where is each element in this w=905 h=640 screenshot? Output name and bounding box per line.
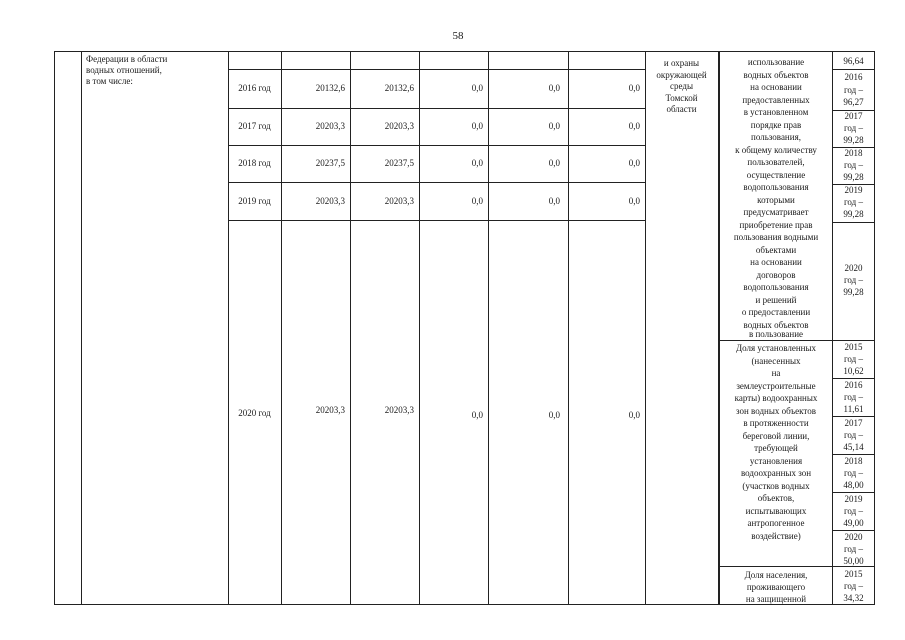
category-line: в том числе: [86,76,133,86]
indicator-line: на [771,368,781,378]
indicator-line: испытывающих [745,505,807,516]
indicator-value: 34,32 [843,593,864,603]
indicator-line: воздействие) [751,530,801,541]
executor-line: и охраны [663,58,700,68]
indicator-value: 48,00 [843,480,864,490]
indicator-line: и решений [755,294,797,305]
indicator-line: пользования, [751,132,801,142]
year-cell: 2020 год [238,408,271,418]
indicator-value: 2016 [844,72,863,82]
year-cell: 2019 год [238,196,271,206]
indicator-line: осуществление [746,169,806,180]
page-number: 58 [452,30,464,42]
indicator-line: береговой линии, [742,430,810,441]
indicator-line: на основании [750,257,802,267]
indicator-line: (участков водных [742,480,810,491]
indicator-line: на защищенной [745,594,807,604]
indicator-value: год – [843,506,864,516]
indicator-line: (нанесенных [751,355,801,366]
indicator-value: 2018 [844,456,863,466]
category-line: Федерации в области [86,54,168,64]
indicator-line: объектами [755,244,797,255]
indicator-line: водопользования [743,282,809,292]
indicator-line: в установленном [743,107,809,117]
value-cell: 0,0 [548,196,560,206]
value-cell: 0,0 [548,410,560,420]
total-cell: 20237,5 [315,158,345,168]
indicator-value: год – [843,354,864,364]
indicator-value: 2016 [844,380,863,390]
federal-cell: 20132,6 [384,83,414,93]
indicator-value: 45,14 [843,442,864,452]
indicator-value: 99,28 [843,209,864,219]
value-cell: 0,0 [548,121,560,131]
value-cell: 0,0 [471,158,483,168]
indicator-line: пользования водными [733,232,819,242]
value-cell: 0,0 [628,83,640,93]
indicator-value: 2015 [844,342,863,352]
indicator-line: приобретение прав [739,219,813,230]
indicator-value: год – [843,84,864,95]
indicator-line: антропогенное [747,518,805,528]
indicator-value: 2020 [844,263,863,273]
indicator-value: год – [843,581,864,591]
indicator-value: 2018 [844,147,863,158]
indicator-value: 96,64 [843,56,864,66]
indicator-line: водных объектов [743,319,809,330]
value-cell: 0,0 [628,410,640,420]
indicator-line: предусматривает [743,207,809,217]
value-cell: 0,0 [628,158,640,168]
indicator-value: год – [843,122,864,133]
indicator-line: водоохранных зон [740,468,812,478]
indicator-value: 2019 [844,185,863,195]
value-cell: 0,0 [471,410,483,420]
indicator-value: год – [843,197,864,207]
total-cell: 20203,3 [315,196,345,206]
indicator-line: объектов, [757,493,795,503]
indicator-line: карты) водоохранных [734,393,818,403]
indicator-line: на основании [750,82,802,92]
indicator-value: 2017 [844,110,863,121]
executor-line: окружающей [656,69,707,80]
indicator-line: водных объектов [743,69,809,80]
indicator-line: Доля населения, [744,570,808,580]
executor-line: Томской [665,92,698,103]
indicator-value: 99,28 [843,134,864,145]
value-cell: 0,0 [548,158,560,168]
indicator-line: установления [749,455,803,466]
value-cell: 0,0 [628,121,640,131]
indicator-line: водопользования [743,182,809,192]
indicator-value: 49,00 [843,518,864,528]
year-cell: 2016 год [238,83,271,93]
indicator-line: использование [747,57,805,67]
value-cell: 0,0 [628,196,640,206]
indicator-value: 2019 [844,494,863,504]
federal-cell: 20237,5 [384,158,414,168]
indicator-value: 96,27 [843,97,864,107]
executor-line: среды [670,81,693,91]
indicator-line: которыми [757,194,795,205]
indicator-line: Доля установленных [735,343,817,353]
indicator-line: проживающего [746,582,806,592]
indicator-line: в протяженности [743,418,809,428]
total-cell: 20203,3 [315,121,345,131]
indicator-line: в пользование [748,329,804,339]
indicator-line: пользователей, [747,157,805,167]
category-line: водных отношений, [86,65,162,75]
indicator-value: 10,62 [843,366,864,376]
indicator-line: требующей [754,443,798,453]
indicator-value: 99,28 [843,171,864,182]
indicator-line: о предоставлении [741,307,811,317]
federal-cell: 20203,3 [384,121,414,131]
indicator-value: 50,00 [843,556,864,566]
indicator-value: год – [843,430,864,440]
indicator-value: год – [843,275,864,285]
indicator-line: договоров [756,269,796,280]
year-cell: 2017 год [238,121,271,131]
total-cell: 20132,6 [315,83,345,93]
indicator-line: к общему количеству [735,144,817,155]
indicator-line: землеустроительные [736,380,816,391]
federal-cell: 20203,3 [384,196,414,206]
value-cell: 0,0 [471,196,483,206]
indicator-value: 11,61 [843,404,864,414]
indicator-value: 2020 [844,532,863,542]
indicator-value: 2015 [844,569,863,579]
indicator-value: 99,28 [843,287,864,297]
indicator-line: предоставленных [742,94,810,105]
indicator-value: год – [843,392,864,402]
indicator-value: год – [843,468,864,478]
year-cell: 2018 год [238,158,271,168]
federal-cell: 20203,3 [384,405,414,415]
indicator-value: год – [843,159,864,170]
indicator-value: год – [843,544,864,554]
value-cell: 0,0 [471,121,483,131]
value-cell: 0,0 [471,83,483,93]
indicator-line: порядке прав [750,119,802,130]
value-cell: 0,0 [548,83,560,93]
executor-line: области [666,104,697,114]
indicator-line: зон водных объектов [735,405,816,416]
total-cell: 20203,3 [315,405,345,415]
indicator-value: 2017 [844,418,863,428]
